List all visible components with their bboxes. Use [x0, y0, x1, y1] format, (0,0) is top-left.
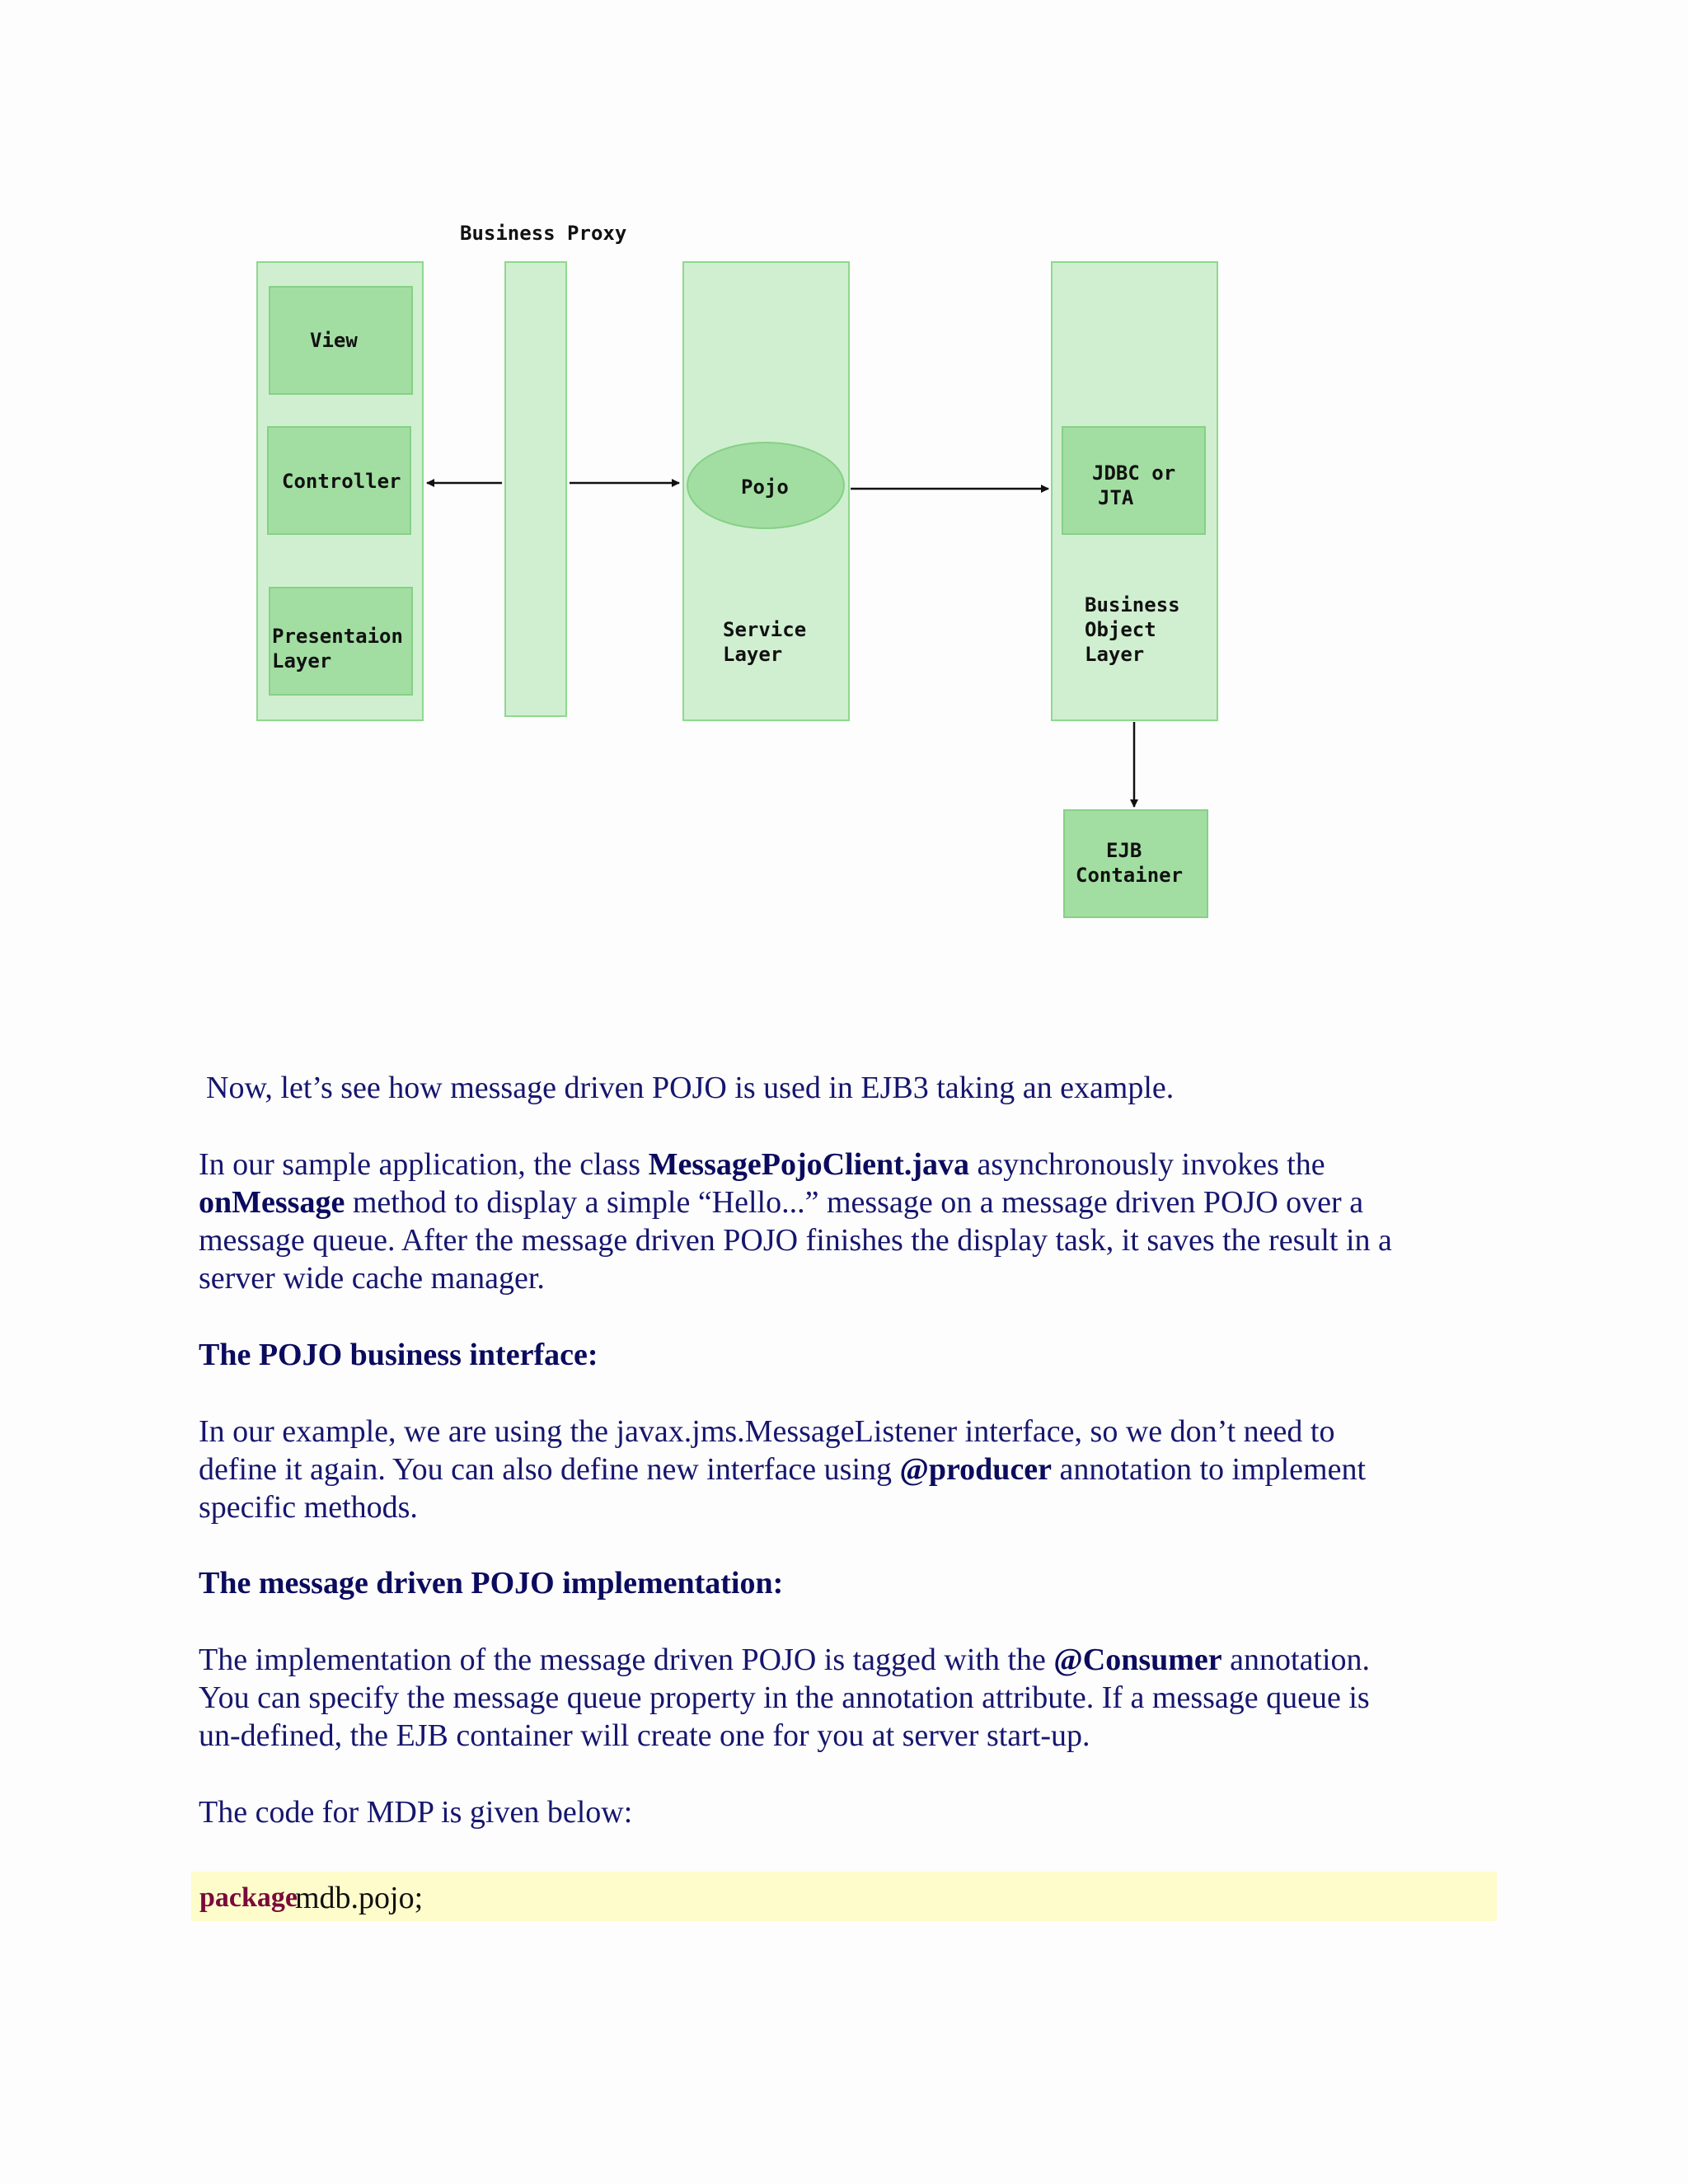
business-object-layer-label: Business Object Layer [1085, 593, 1180, 666]
business-proxy-bar [505, 262, 566, 716]
view-label: View [310, 329, 358, 352]
jdbc-jta-label: JDBC or JTA [1092, 462, 1176, 509]
architecture-diagram [0, 0, 1688, 972]
service-layer-label: Service Layer [723, 618, 807, 666]
producer-annotation: @producer [899, 1452, 1053, 1487]
code-text: mdb.pojo; [295, 1881, 424, 1915]
ejb-container-label: EJB Container [1076, 839, 1184, 887]
controller-label: Controller [282, 470, 401, 493]
consumer-annotation: @Consumer [1053, 1643, 1222, 1677]
intro-paragraph: Now, let’s see how message driven POJO is used in EJB3 taking an example. [206, 1071, 1175, 1105]
method-name: onMessage [199, 1185, 345, 1220]
mdp-implementation-heading: The message driven POJO implementation: [199, 1566, 784, 1601]
pojo-business-interface-heading: The POJO business interface: [199, 1338, 598, 1372]
class-name: MessagePojoClient.java [648, 1147, 969, 1182]
business-interface-paragraph: In our example, we are using the javax.jms.MessageListener interface, so we don’t need to define it again. You can also define new interface using @producer annotation to implement specific methods. [199, 1414, 1367, 1525]
pojo-label: Pojo [741, 476, 789, 499]
code-block [191, 1872, 1497, 1921]
sample-application-paragraph: In our sample application, the class MessagePojoClient.java asynchronously invokes the onMessage method to display a simple “Hello...” message on a message driven POJO over a message queue. After the message driven POJO finishes the display task, it saves the result in a server wide cache manager. [199, 1147, 1392, 1296]
business-proxy-label: Business Proxy [460, 222, 627, 245]
implementation-paragraph: The implementation of the message driven POJO is tagged with the @Consumer annotation. You can specify the message queue property in the annotation attribute. If a message queue is un-defined, the EJB container will create one for you at server start-up. [199, 1643, 1371, 1753]
code-intro-paragraph: The code for MDP is given below: [199, 1795, 633, 1830]
code-keyword: package [199, 1882, 298, 1913]
presentation-layer-label: Presentaion Layer [272, 625, 403, 673]
